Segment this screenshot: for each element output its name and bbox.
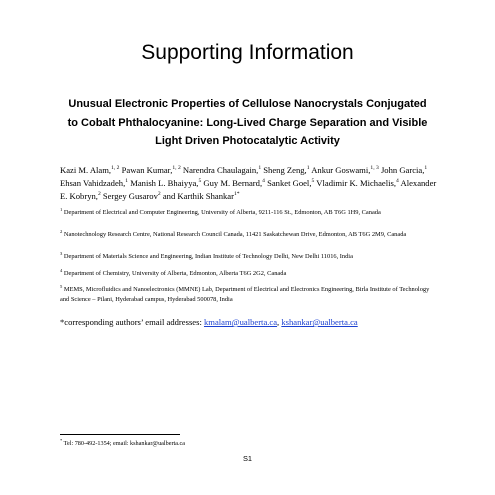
affiliation-3: $^3$ Department of Materials Science and Engineering, Indian Institute of Technology Delhi, New Delhi 11016, India xyxy=(60,250,353,260)
affiliation-1: $^1$ Department of Electrical and Computer Engineering, University of Alberta, 9211-116 St., Edmonton, AB T6G 1H9, Canada xyxy=(60,206,381,216)
email-link-kmalam[interactable]: kmalam@ualberta.ca xyxy=(203,317,278,327)
author-list xyxy=(60,164,437,203)
author: Ehsan Vahidzadeh,$^1$ xyxy=(60,178,129,188)
email-link-kshankar[interactable]: kshankar@ualberta.ca xyxy=(281,317,358,327)
author: Guy M. Bernard,$^4$ xyxy=(203,178,265,188)
footnote: * Tel: 780-492-1354; email: kshankar@ualberta.ca xyxy=(60,437,186,447)
author: Pawan Kumar,$^{1, 2}$ xyxy=(121,165,181,175)
affiliation-2: $^2$ Nanotechnology Research Centre, National Research Council Canada, 11421 Saskatchewan Drive, Edmonton, AB T6G 2M9, Canada xyxy=(60,228,407,238)
author: Manish L. Bhaiyya,$^5$ xyxy=(130,178,202,188)
author: Kazi M. Alam,$^{1, 2}$ xyxy=(60,165,120,175)
page-number: S1 xyxy=(242,454,253,463)
author: Sheng Zeng,$^1$ xyxy=(263,165,310,175)
author: Ankur Goswami,$^{1, 3}$ xyxy=(311,165,379,175)
author: Alexander E. Kobryn,$^2$ xyxy=(60,178,437,201)
author: Sanket Goel,$^5$ xyxy=(267,178,315,188)
author: Sergey Gusarov$^2$ xyxy=(102,191,161,201)
supporting-information-heading: Supporting Information xyxy=(141,41,354,64)
author: and Karthik Shankar$^{1*}$ xyxy=(162,191,240,201)
paper-title: Unusual Electronic Properties of Cellulose Nanocrystals Conjugated to Cobalt Phthalocyanine: Long-Lived Charge Separation and Visible Light Driven Photocatalytic Activity xyxy=(67,98,428,147)
author: John Garcia,$^1$ xyxy=(380,165,428,175)
affiliation-4: $^4$ Department of Chemistry, University of Alberta, Edmonton, Alberta T6G 2G2, Canada xyxy=(60,267,287,277)
author: Narendra Chaulagain,$^1$ xyxy=(182,165,262,175)
footnote-divider xyxy=(60,434,180,435)
author: Vladimir K. Michaelis,$^4$ xyxy=(316,178,399,188)
affiliation-5: $^5$ MEMS, Microfluidics and Nanoelectronics (MMNE) Lab, Department of Electrical and Electronics Engineering, Birla Institute of Technology and Science – Pilani, Hyderabad campus, Hyderabad 500078, India xyxy=(60,283,430,303)
corresponding-email-line: *corresponding authors’ email addresses: kmalam@ualberta.ca, kshankar@ualberta.ca xyxy=(60,317,358,327)
